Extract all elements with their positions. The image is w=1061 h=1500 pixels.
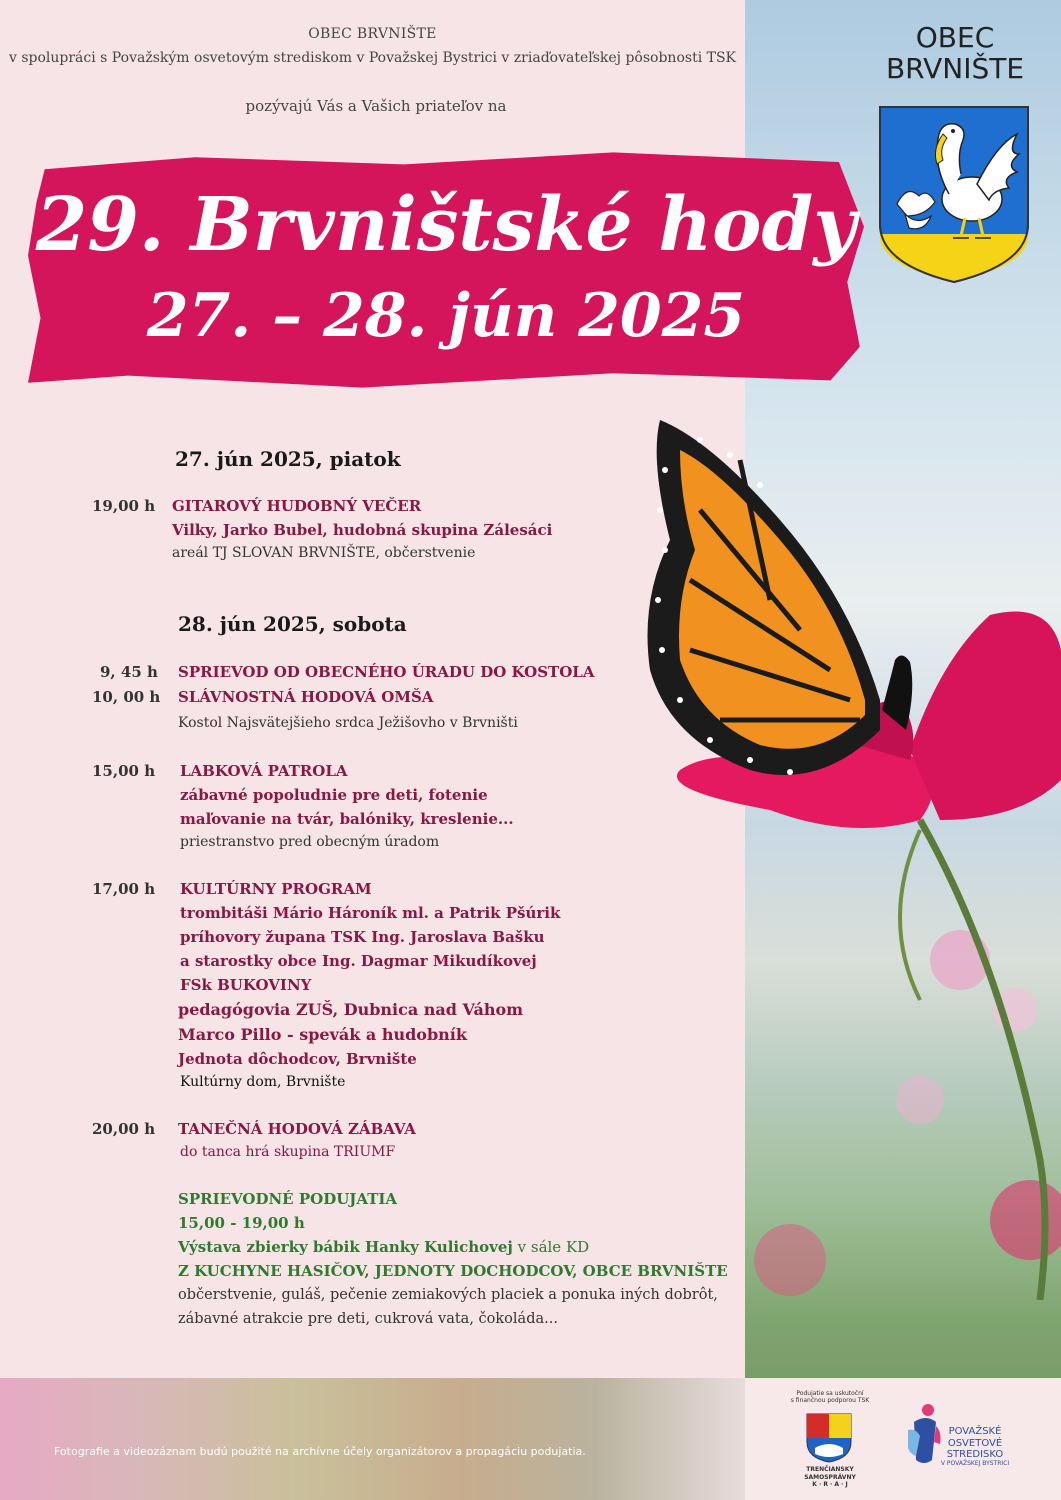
event-detail: zábavné popoludnie pre deti, fotenie [180, 786, 488, 804]
side-events-time: 15,00 - 19,00 h [178, 1214, 305, 1232]
kitchen-line: Z KUCHYNE HASIČOV, JEDNOTY DOCHODCOV, OBCE BRVNIŠTE [178, 1262, 728, 1280]
exhibition-line [178, 1238, 589, 1256]
program-line: FSk BUKOVINY [180, 976, 312, 994]
event-time: 17,00 h [92, 880, 156, 898]
organizer-name: OBEC BRVNIŠTE [308, 26, 437, 42]
food-line: občerstvenie, guláš, pečenie zemiakových placiek a ponuka iných dobrôt, [178, 1287, 718, 1303]
event-performers: Vilky, Jarko Bubel, hudobná skupina Zálesáci [172, 521, 553, 539]
program-line: trombitáši Mário Hároník ml. a Patrik Pšúrik [180, 904, 561, 922]
program-line: pedagógovia ZUŠ, Dubnica nad Váhom [178, 1000, 524, 1019]
pelican-coat-of-arms-icon [877, 104, 1031, 284]
footer-note: Fotografie a videozáznam budú použité na archívne účely organizátorov a propagáciu podujatia. [54, 1445, 586, 1458]
butterfly-on-flower-illustration [620, 400, 1061, 1300]
pos-name-line1: POVAŽSKÉ [948, 1426, 1002, 1437]
tsk-support-line2: s finančnou podporou TSK [790, 1397, 870, 1405]
municipality-line2: BRVNIŠTE [885, 52, 1025, 86]
day1-heading: 27. jún 2025, piatok [175, 447, 401, 471]
tsk-name-line1: TRENČIANSKY [806, 1466, 854, 1473]
event-time: 19,00 h [92, 497, 156, 515]
tsk-name-line3: K · R · A · J [812, 1481, 848, 1488]
event-title: LABKOVÁ PATROLA [180, 762, 348, 780]
tsk-support-line1: Podujatie sa uskutoční [796, 1390, 864, 1397]
event-place: Kostol Najsvätejšieho srdca Ježišovho v Brvništi [178, 715, 518, 731]
exhibition-place: v sále KD [512, 1238, 590, 1256]
pos-name [935, 1426, 1015, 1467]
event-detail: do tanca hrá skupina TRIUMF [180, 1144, 396, 1160]
pos-name-line3: STREDISKO [946, 1449, 1004, 1460]
event-title: SPRIEVOD OD OBECNÉHO ÚRADU DO KOSTOLA [178, 663, 595, 681]
event-dates: 27. – 28. jún 2025 [146, 281, 746, 351]
event-title: KULTÚRNY PROGRAM [180, 880, 372, 898]
municipality-name [880, 22, 1030, 85]
program-line: a starostky obce Ing. Dagmar Mikudíkovej [180, 952, 537, 970]
program-line: príhovory župana TSK Ing. Jaroslava Bašku [180, 928, 545, 946]
exhibition-title: Výstava zbierky bábik Hanky Kulichovej [178, 1238, 513, 1256]
event-title: SLÁVNOSTNÁ HODOVÁ OMŠA [178, 688, 434, 706]
tsk-name-line2: SAMOSPRÁVNY [804, 1473, 856, 1481]
event-time: 20,00 h [92, 1120, 156, 1138]
event-place: areál TJ SLOVAN BRVNIŠTE, občerstvenie [172, 545, 476, 561]
program-line: Jednota dôchodcov, Brvnište [178, 1050, 417, 1068]
tsk-support-text [780, 1390, 880, 1404]
program-line: Marco Pillo - spevák a hudobník [178, 1025, 467, 1044]
flower-strip [0, 1378, 745, 1500]
tsk-name [780, 1466, 880, 1489]
event-detail: maľovanie na tvár, balóniky, kreslenie... [180, 810, 514, 828]
pos-name-line4: V POVAŽSKEJ BYSTRICI [940, 1459, 1010, 1467]
day2-heading: 28. jún 2025, sobota [178, 612, 407, 636]
food-line: zábavné atrakcie pre deti, cukrová vata, čokoláda... [178, 1311, 558, 1327]
event-title: 29. Brvništské hody [35, 182, 857, 268]
pos-name-line2: OSVETOVÉ [947, 1437, 1003, 1449]
event-place: priestranstvo pred obecným úradom [180, 834, 440, 850]
tsk-shield-icon [805, 1412, 853, 1464]
side-events-heading: SPRIEVODNÉ PODUJATIA [178, 1190, 398, 1208]
municipality-line1: OBEC [915, 21, 995, 54]
event-time: 15,00 h [92, 762, 156, 780]
invite-line: pozývajú Vás a Vašich priateľov na [245, 97, 507, 115]
event-place: Kultúrny dom, Brvnište [180, 1074, 346, 1090]
event-title: GITAROVÝ HUDOBNÝ VEČER [172, 497, 422, 515]
event-time: 9, 45 h [100, 663, 158, 681]
event-time: 10, 00 h [92, 688, 161, 706]
event-title: TANEČNÁ HODOVÁ ZÁBAVA [178, 1120, 416, 1138]
cooperation-line: v spolupráci s Považským osvetovým strediskom v Považskej Bystrici v zriaďovateľskej pôsobnosti TSK [8, 50, 737, 66]
